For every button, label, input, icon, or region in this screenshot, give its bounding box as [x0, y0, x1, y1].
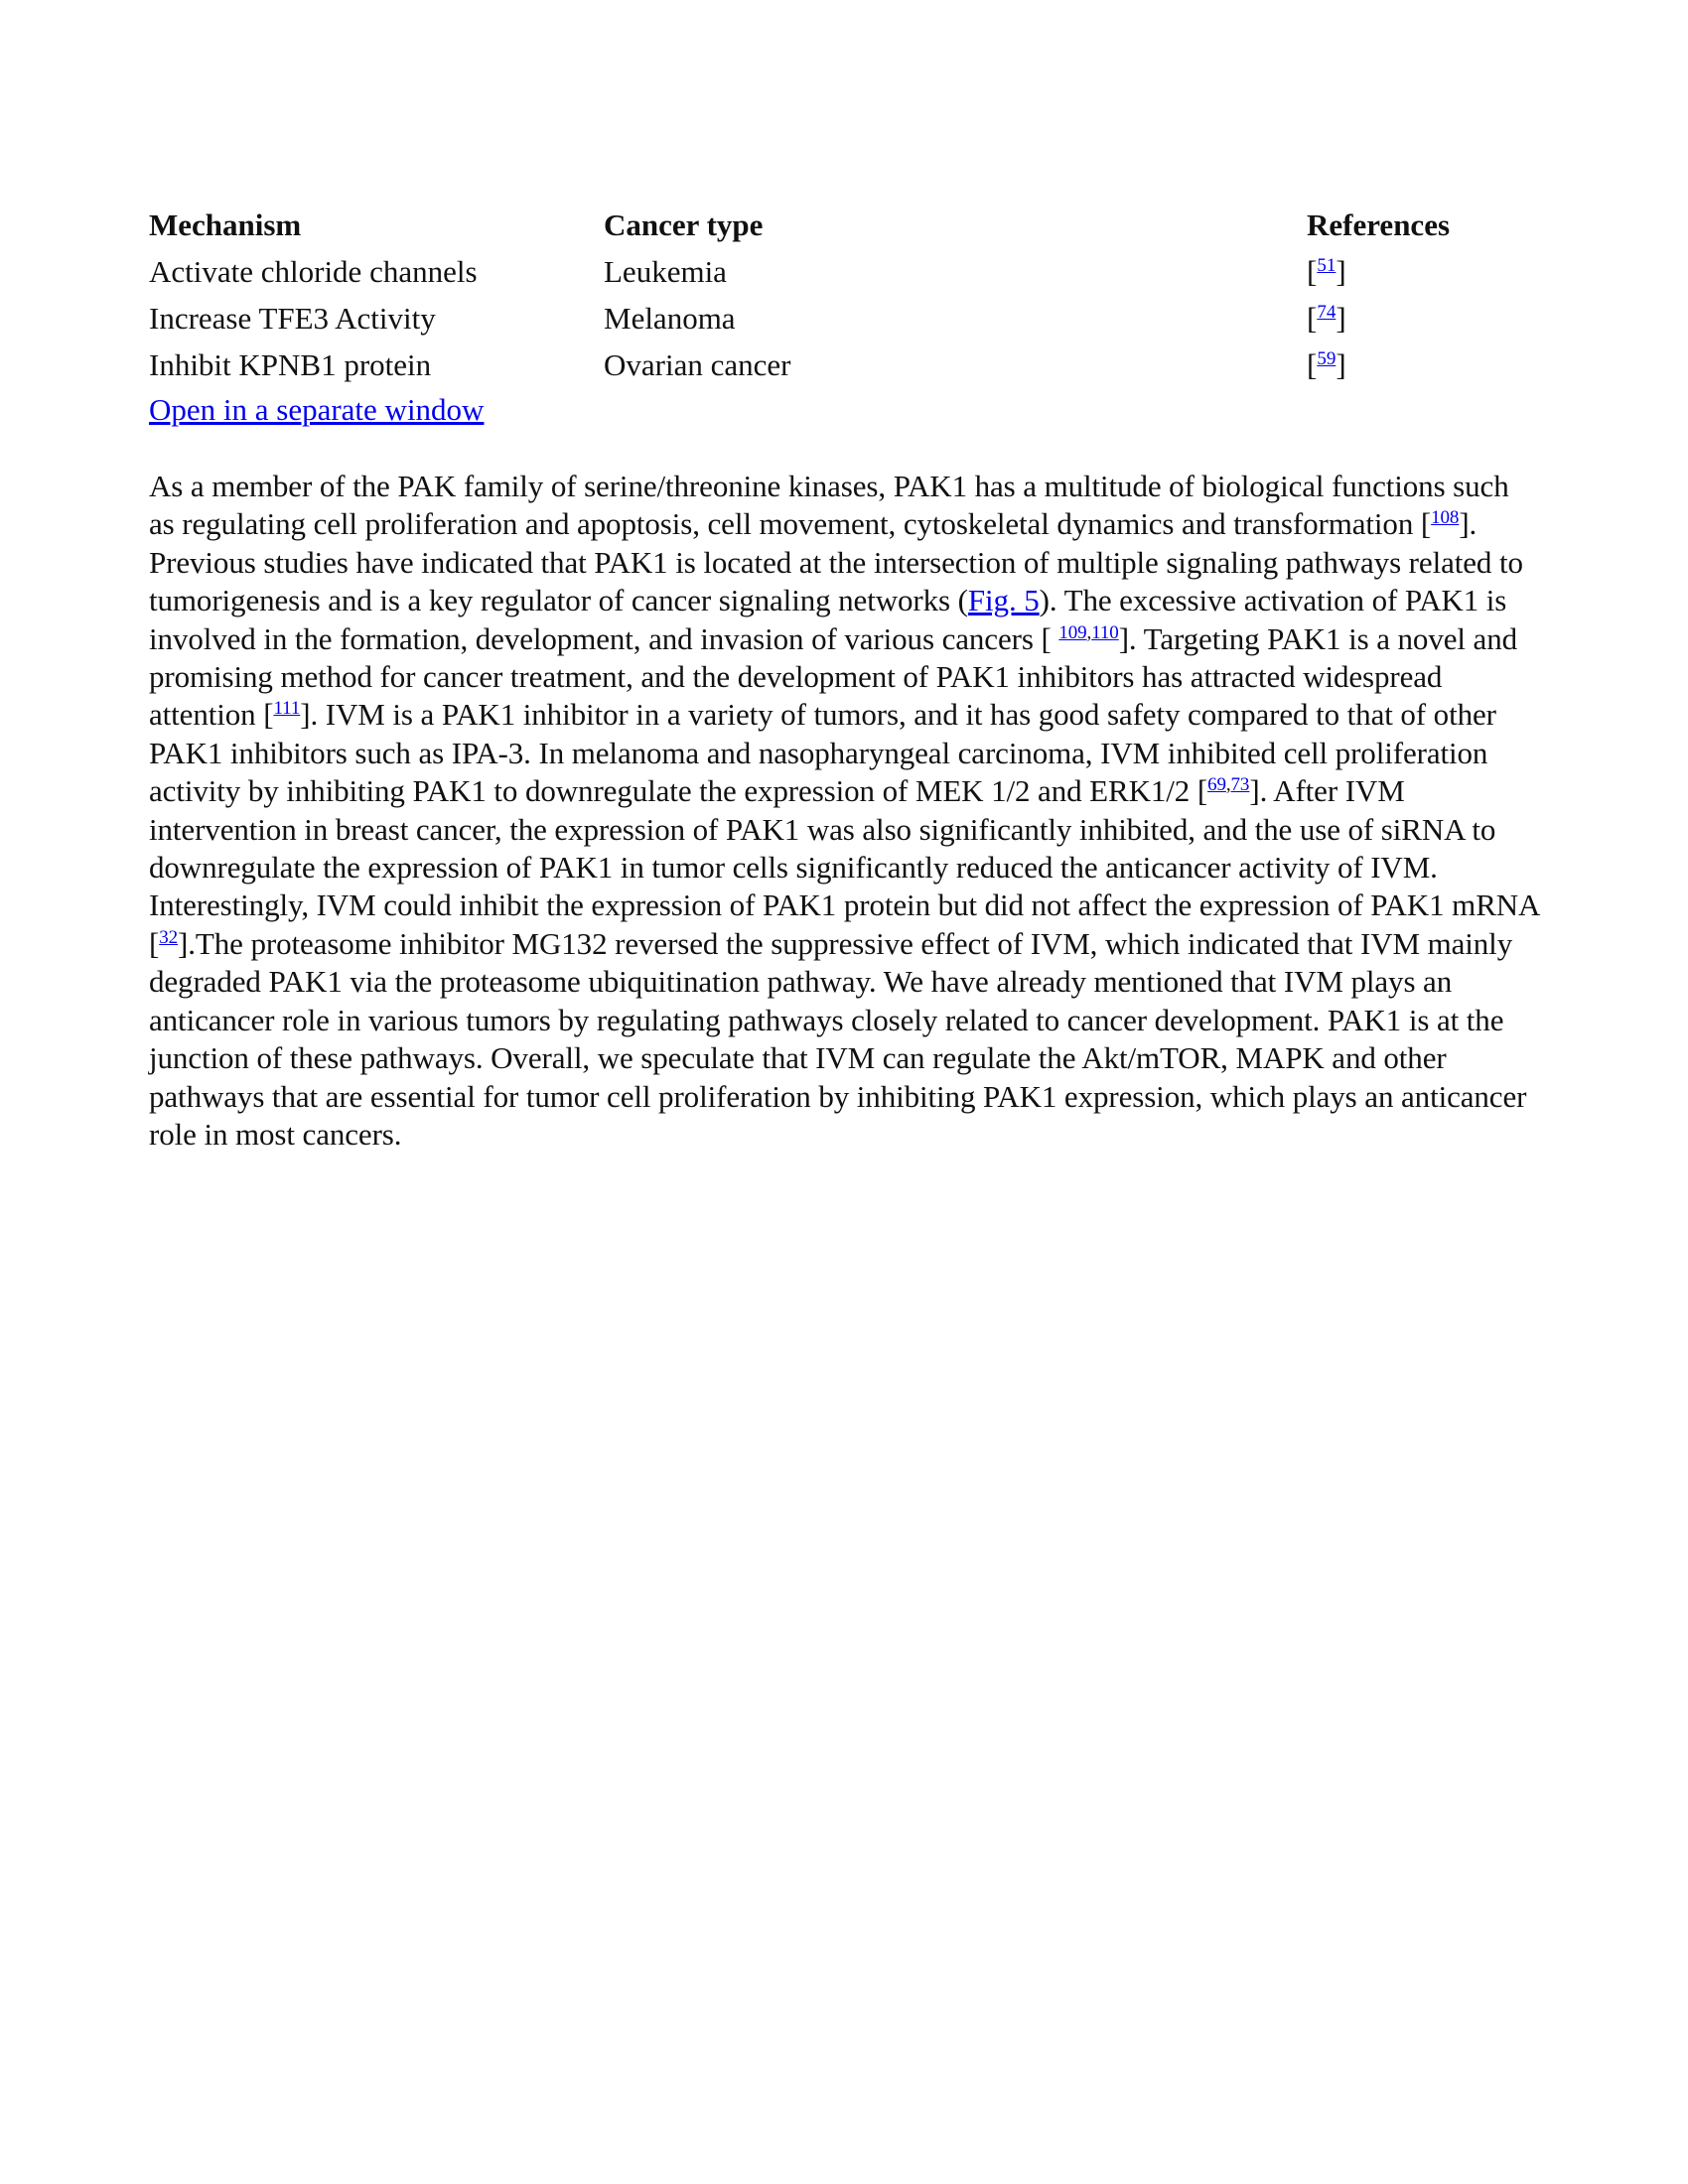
- cell-cancer-type: Melanoma: [604, 300, 736, 336]
- cell-reference: [$^{51}$]: [1307, 253, 1346, 289]
- reference-link[interactable]: 51: [1317, 254, 1336, 276]
- table-header-row: [149, 203, 1539, 248]
- reference-link[interactable]: 111: [273, 698, 301, 720]
- cell-reference: [$^{59}$]: [1307, 346, 1346, 382]
- page-content: [149, 203, 1539, 1154]
- paragraph-text: ].The proteasome inhibitor MG132 reversed the suppressive effect of IVM, which indicated that IVM mainly degraded PAK1 via the proteasome ubiquitination pathway. We have already mentioned that IVM plays an anticancer role in various tumors by regulating pathways closely related to cancer development. PAK1 is at the junction of these pathways. Overall, we speculate that IVM can regulate the Akt/mTOR, MAPK and other pathways that are essential for tumor cell proliferation by inhibiting PAK1 expression, which plays an anticancer role in most cancers.: [149, 925, 1527, 1152]
- reference-link[interactable]: 59: [1317, 347, 1336, 369]
- paragraph-text: ). The excessive activation of PAK1 is involved in the formation, development, and invasion of various cancers [: [149, 583, 1507, 656]
- header-mechanism: Mechanism: [149, 207, 302, 242]
- cell-cancer-type: Ovarian cancer: [604, 346, 791, 382]
- open-separate-window-link[interactable]: Open in a separate window: [149, 392, 485, 427]
- header-references: References: [1307, 207, 1451, 242]
- paragraph-text: ]. After IVM intervention in breast cancer, the expression of PAK1 was also significantly inhibited, and the use of siRNA to downregulate the expression of PAK1 in tumor cells significantly reduced the anticancer activity of IVM. Interestingly, IVM could inhibit the expression of PAK1 protein but did not affect the expression of PAK1 mRNA [: [149, 773, 1539, 961]
- reference-link[interactable]: 108: [1431, 507, 1460, 529]
- reference-link[interactable]: 32: [159, 926, 179, 948]
- paragraph-text: As a member of the PAK family of serine/threonine kinases, PAK1 has a multitude of biological functions such as regulating cell proliferation and apoptosis, cell movement, cytoskeletal dynamics and transformation [: [149, 469, 1509, 542]
- cell-mechanism: Activate chloride channels: [149, 253, 478, 289]
- reference-link[interactable]: 109: [1058, 621, 1087, 643]
- figure-link[interactable]: Fig. 5: [967, 583, 1040, 618]
- reference-link[interactable]: 110: [1091, 621, 1119, 643]
- reference-link[interactable]: 74: [1317, 301, 1336, 323]
- cell-reference: [$^{74}$]: [1307, 300, 1346, 336]
- cell-mechanism: Increase TFE3 Activity: [149, 300, 436, 336]
- paragraph-text: ]. Targeting PAK1 is a novel and promising method for cancer treatment, and the development of PAK1 inhibitors has attracted widespread attention [: [149, 620, 1518, 733]
- cell-mechanism: Inhibit KPNB1 protein: [149, 346, 432, 382]
- mechanism-table: [149, 203, 1539, 388]
- table-row: [149, 295, 1539, 341]
- body-paragraph: [149, 468, 1539, 1154]
- header-cancer-type: Cancer type: [604, 207, 764, 242]
- reference-separator: ,: [1086, 621, 1092, 643]
- paragraph-text: ]. IVM is a PAK1 inhibitor in a variety of tumors, and it has good safety compared to that of other PAK1 inhibitors such as IPA-3. In melanoma and nasopharyngeal carcinoma, IVM inhibited cell proliferation activity by inhibiting PAK1 to downregulate the expression of MEK 1/2 and ERK1/2 [: [149, 697, 1496, 809]
- cell-cancer-type: Leukemia: [604, 253, 727, 289]
- reference-link[interactable]: 69: [1207, 774, 1226, 796]
- reference-separator: ,: [1225, 774, 1231, 796]
- reference-link[interactable]: 73: [1230, 774, 1250, 796]
- table-row: [149, 341, 1539, 388]
- paragraph-text: ]. Previous studies have indicated that PAK1 is located at the intersection of multiple signaling pathways related to tumorigenesis and is a key regulator of cancer signaling networks (: [149, 506, 1523, 618]
- table-row: [149, 248, 1539, 295]
